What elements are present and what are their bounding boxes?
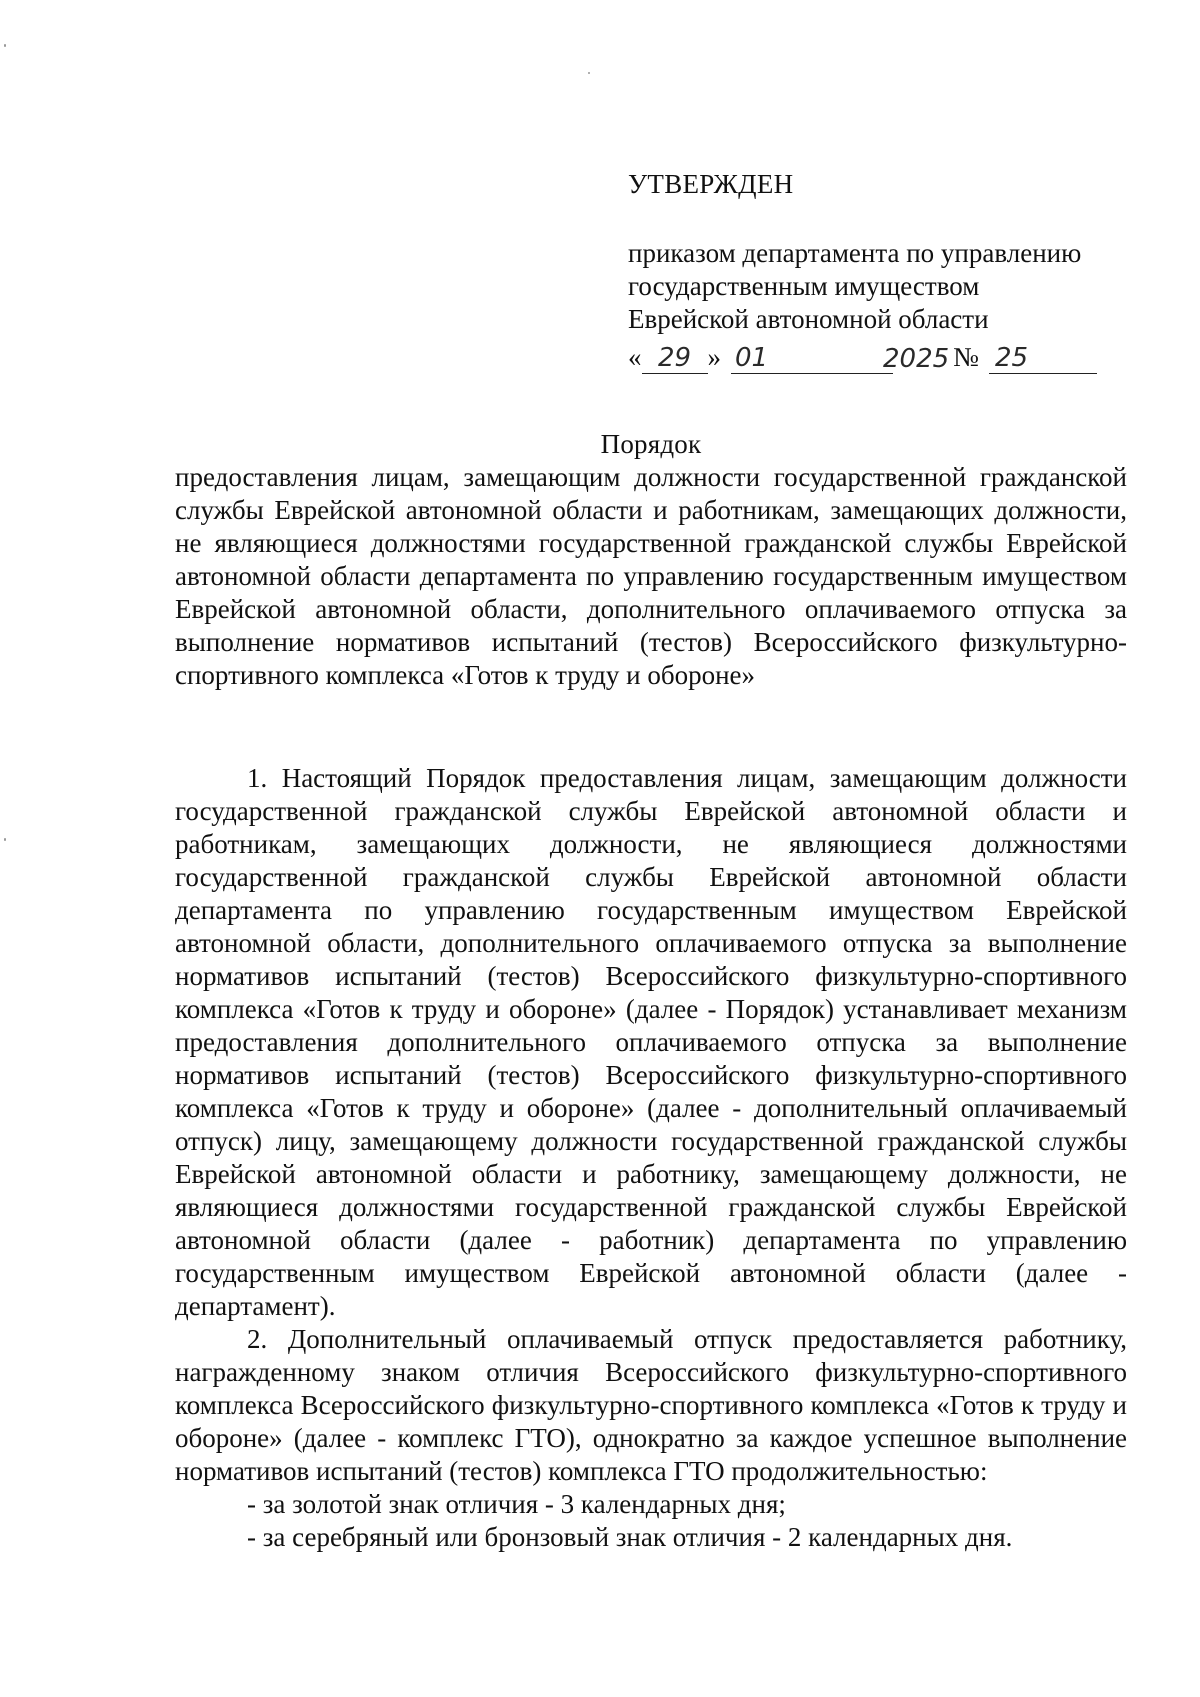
number-sign: № — [953, 342, 979, 372]
approval-block — [628, 168, 1128, 374]
document-title: Порядок — [600, 429, 702, 459]
document-heading — [175, 428, 1127, 692]
document-body — [175, 762, 1127, 1554]
approval-order-line-2: государственным имуществом — [628, 271, 980, 301]
scan-speck — [588, 72, 590, 74]
handwritten-number: 25 — [989, 343, 1097, 374]
approval-order-line-3: Еврейской автономной области — [628, 304, 989, 334]
document-subtitle: предоставления лицам, замещающим должности государственной гражданской службы Еврейской автономной области и работникам, замещающих должности, не являющиеся должностями государственной гражданской службы Еврейской автономной области департамента по управлению государственным имуществом Еврейской автономной области, дополнительного оплачиваемого отпуска за выполнение нормативов испытаний (тестов) Всероссийского физкультурно-спортивного комплекса «Готов к труду и обороне» — [175, 462, 1127, 690]
paragraph-1: 1. Настоящий Порядок предоставления лицам, замещающим должности государственной гражданской службы Еврейской автономной области и работникам, замещающих должности, не являющиеся должностями государственной гражданской службы Еврейской автономной области департамента по управлению государственным имуществом Еврейской автономной области, дополнительного оплачиваемого отпуска за выполнение нормативов испытаний (тестов) Всероссийского физкультурно-спортивного комплекса «Готов к труду и обороне» (далее - Порядок) устанавливает механизм предоставления дополнительного оплачиваемого отпуска за выполнение нормативов испытаний (тестов) Всероссийского физкультурно-спортивного комплекса «Готов к труду и обороне» (далее - дополнительный оплачиваемый отпуск) лицу, замещающему должности государственной гражданской службы Еврейской автономной области и работнику, замещающему должности, не являющиеся должностями государственной гражданской службы Еврейской автономной области (далее - работник) департамента по управлению государственным имуществом Еврейской автономной области (далее - департамент). — [175, 763, 1127, 1321]
scan-speck — [4, 838, 6, 841]
approval-order-line-1: приказом департамента по управлению — [628, 238, 1082, 268]
handwritten-month: 01 — [731, 343, 893, 374]
paragraph-2: 2. Дополнительный оплачиваемый отпуск предоставляется работнику, награжденному знаком отличия Всероссийского физкультурно-спортивного комплекса Всероссийского физкультурно-спортивного комплекса «Готов к труду и обороне» (далее - комплекс ГТО), однократно за каждое успешное выполнение нормативов испытаний (тестов) комплекса ГТО продолжительностью: — [175, 1324, 1127, 1486]
handwritten-day: 29 — [642, 343, 708, 374]
close-quote: » — [707, 342, 721, 372]
list-item-gold: - за золотой знак отличия - 3 календарных дня; — [247, 1489, 786, 1519]
list-item-silver-bronze: - за серебряный или бронзовый знак отличия - 2 календарных дня. — [247, 1522, 1013, 1552]
handwritten-year: 2025 — [883, 344, 950, 374]
open-quote: « — [628, 342, 642, 372]
scan-speck — [4, 44, 6, 47]
order-date-number — [628, 336, 1128, 374]
approval-title: УТВЕРЖДЕН — [628, 169, 794, 199]
